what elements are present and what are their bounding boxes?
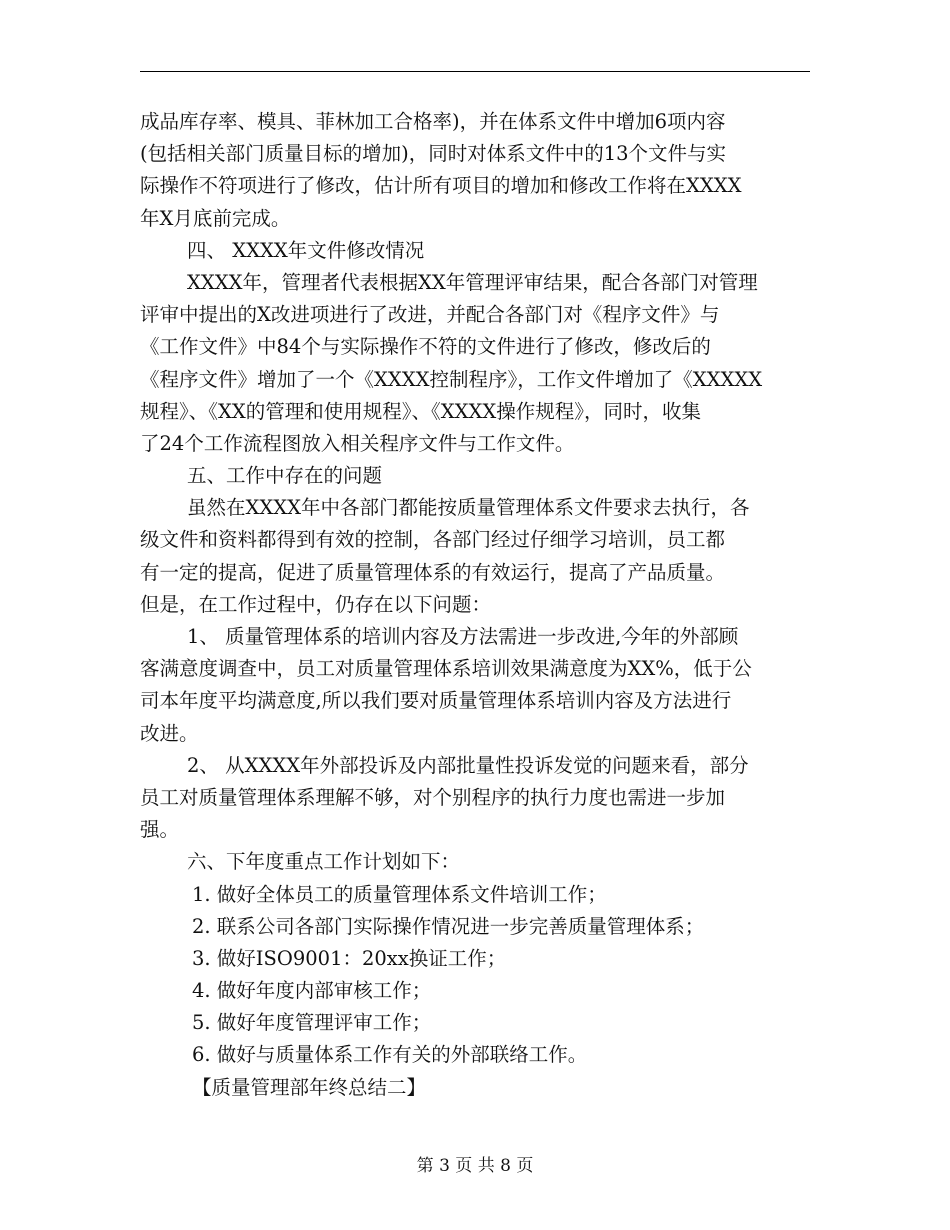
body-line: 强。 (140, 818, 180, 842)
list-item: 6. 做好与质量体系工作有关的外部联络工作。 (192, 1043, 588, 1067)
list-item: 5. 做好年度管理评审工作； (192, 1011, 432, 1035)
subtitle-heading: 【质量管理部年终总结二】 (192, 1075, 427, 1099)
section-heading: 五、工作中存在的问题 (187, 464, 383, 488)
body-line: 了24个工作流程图放入相关程序文件与工作文件。 (140, 431, 575, 455)
body-line: 级文件和资料都得到有效的控制，各部门经过仔细学习培训，员工都 (140, 528, 726, 552)
list-item: 1. 做好全体员工的质量管理体系文件培训工作； (192, 882, 607, 906)
body-line: 但是，在工作过程中，仍存在以下问题： (140, 592, 492, 616)
body-line: 客满意度调查中，员工对质量管理体系培训效果满意度为XX%，低于公 (140, 657, 752, 681)
body-line: 改进。 (140, 721, 199, 745)
body-line: 成品库存率、模具、菲林加工合格率)，并在体系文件中增加6项内容 (140, 110, 726, 133)
body-line: 评审中提出的X改进项进行了改进，并配合各部门对《程序文件》与 (140, 303, 720, 327)
body-line: XXXX年，管理者代表根据XX年管理评审结果，配合各部门对管理 (187, 270, 758, 294)
list-item: 2. 联系公司各部门实际操作情况进一步完善质量管理体系； (192, 914, 705, 938)
body-line: 规程》、《XX的管理和使用规程》、《XXXX操作规程》，同时，收集 (140, 399, 702, 423)
body-line: 虽然在XXXX年中各部门都能按质量管理体系文件要求去执行，各 (187, 496, 750, 520)
header-rule (140, 71, 810, 72)
section-heading: 四、 XXXX年文件修改情况 (187, 238, 425, 262)
body-line: 司本年度平均满意度,所以我们要对质量管理体系培训内容及方法进行 (140, 689, 732, 713)
body-line: 年X月底前完成。 (140, 206, 291, 230)
list-item: 3. 做好ISO9001：20xx换证工作； (192, 946, 507, 970)
section-heading: 六、下年度重点工作计划如下： (187, 850, 461, 874)
body-line: 员工对质量管理体系理解不够，对个别程序的执行力度也需进一步加 (140, 785, 726, 809)
body-line: 1、 质量管理体系的培训内容及方法需进一步改进,今年的外部顾 (187, 625, 739, 648)
document-body (140, 106, 812, 1104)
list-item: 4. 做好年度内部审核工作； (192, 979, 432, 1003)
body-line: 际操作不符项进行了修改，估计所有项目的增加和修改工作将在XXXX (140, 174, 742, 198)
body-line: 2、 从XXXX年外部投诉及内部批量性投诉发觉的问题来看，部分 (187, 753, 749, 777)
body-line: 有一定的提高，促进了质量管理体系的有效运行，提高了产品质量。 (140, 560, 726, 584)
page-number: 第 3 页 共 8 页 (416, 1156, 534, 1176)
body-line: 《程序文件》增加了一个《XXXX控制程序》，工作文件增加了《XXXXX (140, 367, 763, 391)
body-line: 《工作文件》中84个与实际操作不符的文件进行了修改，修改后的 (140, 335, 711, 359)
body-line: (包括相关部门质量目标的增加)，同时对体系文件中的13个文件与实 (140, 142, 727, 166)
